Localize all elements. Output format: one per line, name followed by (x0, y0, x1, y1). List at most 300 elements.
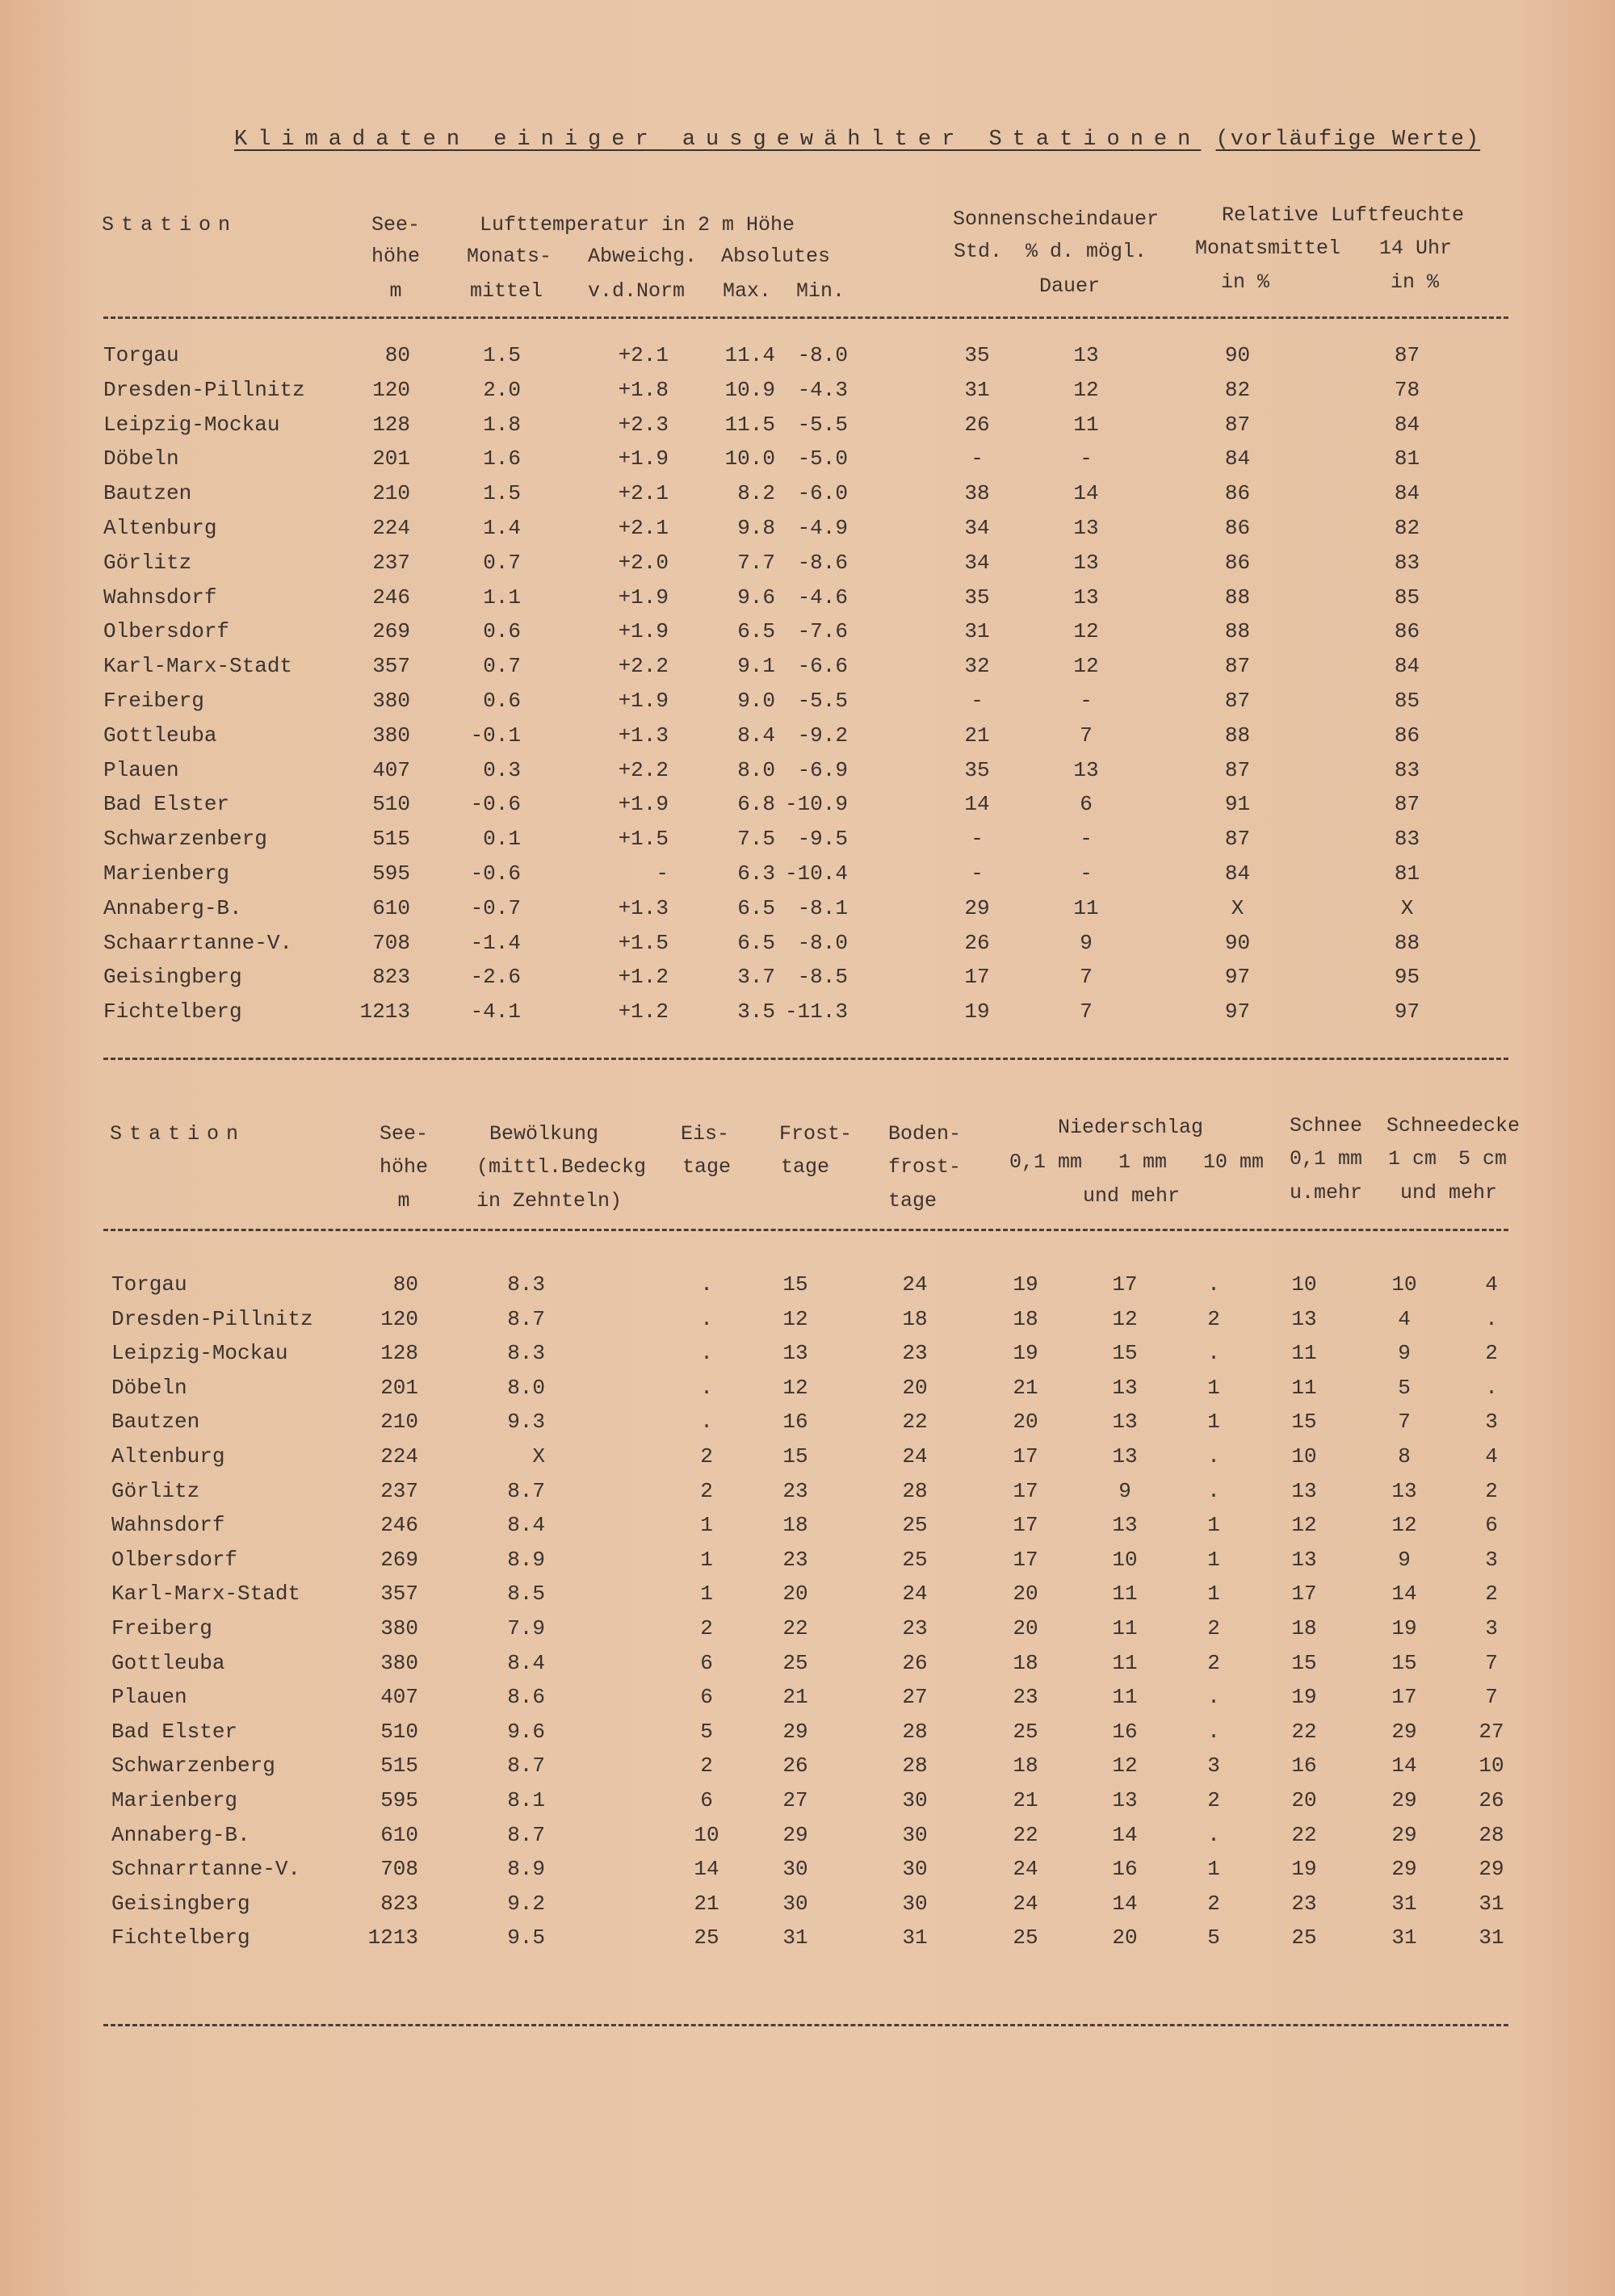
cell-min: -11.3 (784, 999, 848, 1024)
cell-ice: 6 (700, 1685, 713, 1710)
cell-sun-std: - (971, 446, 984, 471)
cell-sun-std: 31 (964, 377, 990, 402)
cell-dev: +1.5 (618, 827, 669, 852)
cell-p1: 14 (1112, 1822, 1138, 1847)
table-row (0, 861, 1615, 895)
cell-p1: 16 (1112, 1719, 1138, 1744)
cell-max: 8.2 (737, 481, 775, 506)
cell-snow: 17 (1291, 1582, 1317, 1607)
cell-station: Altenburg (103, 516, 217, 540)
cell-min: -8.0 (797, 343, 848, 367)
t2-h-cloud3: in Zehnteln) (476, 1189, 623, 1213)
cell-c5: 31 (1479, 1925, 1504, 1950)
cell-snow: 18 (1291, 1616, 1317, 1640)
cell-frost: 25 (782, 1650, 808, 1675)
cell-station: Gottleuba (103, 723, 217, 748)
cell-elev: 246 (380, 1513, 418, 1538)
divider (103, 316, 1508, 319)
cell-sun-std: 35 (964, 584, 990, 610)
cell-dev: +1.2 (618, 965, 669, 990)
cell-mean: 1.1 (483, 584, 521, 610)
cell-mean: 0.7 (483, 550, 521, 575)
cell-mean: 1.5 (483, 343, 521, 367)
cell-max: 9.8 (737, 516, 775, 540)
cell-mean: -1.4 (470, 930, 521, 955)
divider (103, 1229, 1508, 1231)
cell-sun-std: 35 (964, 757, 990, 782)
cell-station: Leipzig-Mockau (111, 1341, 288, 1366)
cell-sun-std: 17 (964, 965, 990, 990)
cell-station: Freiberg (103, 689, 204, 713)
cell-max: 6.3 (737, 861, 775, 886)
cell-dev: +1.9 (618, 584, 669, 610)
cell-dev: +1.9 (618, 689, 669, 713)
cell-snow: 16 (1291, 1753, 1317, 1779)
cell-ice: . (700, 1306, 713, 1331)
cell-sun-std: 32 (964, 654, 990, 679)
cell-dev: +2.1 (618, 516, 669, 540)
cell-hum-14: 83 (1394, 757, 1420, 782)
cell-mean: -2.6 (470, 965, 521, 990)
cell-c5: 7 (1485, 1685, 1498, 1710)
cell-frost: 29 (782, 1719, 808, 1744)
cell-ground: 23 (902, 1616, 928, 1640)
cell-sun-pct: - (1080, 861, 1093, 886)
cell-c5: 3 (1485, 1616, 1498, 1640)
cell-min: -9.2 (797, 723, 848, 748)
cell-elev: 380 (380, 1650, 418, 1675)
cell-snow: 19 (1291, 1857, 1317, 1882)
cell-snow: 23 (1291, 1891, 1317, 1916)
cell-station: Schwarzenberg (103, 827, 267, 852)
cell-elev: 120 (380, 1306, 418, 1331)
cell-elev: 823 (380, 1891, 418, 1916)
cell-c5: 28 (1479, 1822, 1504, 1847)
cell-elev: 380 (372, 689, 410, 713)
t2-h-station: Station (110, 1122, 246, 1146)
cell-station: Karl-Marx-Stadt (103, 654, 293, 679)
cell-min: -4.9 (797, 516, 848, 540)
cell-c1: 15 (1391, 1650, 1417, 1675)
cell-p10: 1 (1207, 1375, 1220, 1400)
cell-mean: 0.3 (483, 757, 521, 782)
cell-snow: 20 (1291, 1788, 1317, 1812)
cell-hum-mean: 87 (1224, 689, 1251, 713)
cell-p01: 20 (1013, 1616, 1038, 1640)
cell-sun-std: - (971, 861, 984, 886)
t2-h-elev1: See- (379, 1122, 428, 1146)
cell-c5: 27 (1479, 1719, 1504, 1744)
cell-mean: 0.1 (483, 827, 521, 852)
table-row (0, 1341, 1615, 1375)
cell-p01: 17 (1013, 1513, 1038, 1538)
page-title (234, 128, 1481, 152)
cell-p10: . (1207, 1272, 1220, 1297)
cell-elev: 515 (372, 827, 410, 852)
cell-cloud: 7.9 (507, 1616, 545, 1640)
cell-c5: 3 (1485, 1410, 1498, 1435)
cell-dev: +1.9 (618, 792, 669, 817)
t1-h-mean1: Monats- (467, 245, 552, 268)
cell-min: -4.6 (797, 584, 848, 610)
cell-p10: 2 (1207, 1306, 1220, 1331)
cell-dev: - (656, 861, 669, 886)
cell-p1: 20 (1112, 1925, 1138, 1950)
cell-ice: 10 (694, 1822, 719, 1847)
cell-hum-14: 84 (1394, 412, 1420, 437)
cell-p1: 17 (1112, 1272, 1138, 1297)
cell-mean: -0.1 (470, 723, 521, 748)
cell-c5: 7 (1485, 1650, 1498, 1675)
cell-cloud: 8.7 (507, 1478, 545, 1503)
cell-max: 9.6 (737, 584, 775, 610)
cell-frost: 16 (782, 1410, 808, 1435)
cell-hum-mean: 97 (1224, 999, 1251, 1024)
cell-sun-pct: 13 (1073, 343, 1099, 367)
t2-h-ice1: Eis- (681, 1122, 730, 1146)
cell-station: Schaarrtanne-V. (103, 930, 293, 955)
cell-max: 6.5 (737, 895, 775, 920)
cell-c5: 31 (1479, 1891, 1504, 1916)
cell-dev: +1.3 (618, 723, 669, 748)
cell-sun-std: - (971, 827, 984, 852)
table-row (0, 446, 1615, 480)
cell-dev: +1.3 (618, 895, 669, 920)
table-row (0, 413, 1615, 446)
t2-h-cover-und: und mehr (1400, 1181, 1498, 1205)
cell-ground: 26 (902, 1650, 928, 1675)
t1-h-dev2: v.d.Norm (588, 279, 686, 303)
cell-mean: 1.5 (483, 481, 521, 506)
cell-hum-14: 83 (1394, 550, 1420, 575)
t2-h-precip-group: Niederschlag (1058, 1116, 1204, 1139)
cell-ice: 25 (694, 1925, 719, 1950)
divider (103, 1058, 1508, 1060)
cell-sun-std: 19 (964, 999, 990, 1024)
cell-sun-std: 21 (964, 723, 990, 748)
table-row (0, 343, 1615, 377)
title-note: (vorläufige Werte) (1215, 128, 1481, 152)
t2-h-frost2: tage (781, 1155, 830, 1179)
cell-p01: 21 (1013, 1375, 1038, 1400)
cell-ground: 30 (902, 1822, 928, 1847)
cell-hum-14: 81 (1394, 446, 1420, 471)
cell-c5: 2 (1485, 1582, 1498, 1607)
t1-h-sun-pct: % d. mögl. (1026, 240, 1147, 263)
cell-elev: 246 (372, 584, 410, 610)
t1-h-dev1: Abweichg. (588, 245, 698, 268)
cell-c1: 7 (1398, 1410, 1411, 1435)
cell-frost: 21 (782, 1685, 808, 1710)
cell-ice: 2 (700, 1478, 713, 1503)
cell-hum-mean: 86 (1224, 516, 1251, 540)
cell-ice: 1 (700, 1513, 713, 1538)
cell-c1: 9 (1398, 1547, 1411, 1572)
cell-sun-pct: 12 (1073, 654, 1099, 679)
cell-p01: 18 (1013, 1753, 1038, 1779)
cell-p01: 25 (1013, 1719, 1038, 1744)
cell-sun-pct: 13 (1073, 584, 1099, 610)
cell-p01: 17 (1013, 1547, 1038, 1572)
cell-c1: 31 (1391, 1891, 1417, 1916)
cell-p01: 19 (1013, 1272, 1038, 1297)
cell-ground: 28 (902, 1478, 928, 1503)
cell-ice: 6 (700, 1650, 713, 1675)
t1-h-elev2: höhe (371, 245, 420, 268)
cell-station: Fichtelberg (103, 999, 242, 1024)
t1-h-mean2: mittel (470, 279, 543, 303)
cell-sun-pct: 7 (1080, 723, 1093, 748)
cell-hum-mean: 87 (1224, 654, 1251, 679)
cell-hum-mean: 86 (1224, 550, 1251, 575)
cell-p10: 2 (1207, 1891, 1220, 1916)
cell-elev: 823 (372, 965, 410, 990)
cell-p01: 25 (1013, 1925, 1038, 1950)
cell-cloud: 8.7 (507, 1822, 545, 1847)
cell-station: Bautzen (103, 481, 192, 506)
cell-sun-pct: - (1080, 446, 1093, 471)
cell-min: -8.0 (797, 930, 848, 955)
cell-min: -5.5 (797, 689, 848, 713)
cell-max: 7.7 (737, 550, 775, 575)
cell-ground: 20 (902, 1375, 928, 1400)
table-row (0, 1823, 1615, 1857)
t2-h-ground3: tage (888, 1189, 938, 1213)
cell-ice: . (700, 1341, 713, 1366)
cell-ground: 30 (902, 1891, 928, 1916)
cell-max: 7.5 (737, 827, 775, 852)
table-row (0, 619, 1615, 653)
cell-station: Olbersdorf (103, 619, 230, 644)
cell-mean: 0.6 (483, 619, 521, 644)
cell-elev: 1213 (359, 999, 410, 1024)
cell-p01: 21 (1013, 1788, 1038, 1812)
cell-dev: +1.2 (618, 999, 669, 1024)
t1-h-abs1: Absolutes (721, 245, 831, 268)
cell-sun-pct: 9 (1080, 930, 1093, 955)
cell-p10: . (1207, 1822, 1220, 1847)
table-row (0, 1720, 1615, 1753)
cell-p1: 15 (1112, 1341, 1138, 1366)
cell-station: Schwarzenberg (111, 1753, 275, 1779)
cell-frost: 23 (782, 1478, 808, 1503)
table-row (0, 1479, 1615, 1513)
cell-max: 9.0 (737, 689, 775, 713)
cell-snow: 11 (1291, 1375, 1317, 1400)
cell-frost: 30 (782, 1857, 808, 1882)
cell-sun-pct: - (1080, 827, 1093, 852)
cell-sun-pct: - (1080, 689, 1093, 713)
cell-mean: -0.6 (470, 861, 521, 886)
cell-min: -9.5 (797, 827, 848, 852)
cell-c5: 2 (1485, 1478, 1498, 1503)
cell-mean: -4.1 (470, 999, 521, 1024)
cell-station: Wahnsdorf (111, 1513, 225, 1538)
cell-cloud: 8.3 (507, 1341, 545, 1366)
cell-min: -4.3 (797, 377, 848, 402)
cell-p1: 10 (1112, 1547, 1138, 1572)
cell-max: 3.5 (737, 999, 775, 1024)
table-row (0, 481, 1615, 515)
table-row (0, 827, 1615, 861)
cell-min: -7.6 (797, 619, 848, 644)
cell-min: -5.5 (797, 412, 848, 437)
cell-elev: 224 (380, 1444, 418, 1469)
cell-hum-14: 87 (1394, 792, 1420, 817)
cell-station: Altenburg (111, 1444, 225, 1469)
cell-ground: 23 (902, 1341, 928, 1366)
cell-ice: 14 (694, 1857, 719, 1882)
cell-elev: 380 (372, 723, 410, 748)
cell-dev: +2.0 (618, 550, 669, 575)
cell-p1: 11 (1112, 1685, 1138, 1710)
cell-station: Freiberg (111, 1616, 212, 1640)
cell-mean: 0.7 (483, 654, 521, 679)
t2-h-cover-1cm: 1 cm (1388, 1147, 1437, 1171)
cell-c1: 4 (1398, 1306, 1411, 1331)
t1-h-abs-max: Max. (723, 279, 772, 303)
title-main: Klimadaten einiger ausgewählter Stationen (234, 128, 1202, 152)
cell-hum-14: 95 (1394, 965, 1420, 990)
cell-sun-std: - (971, 689, 984, 713)
cell-p01: 19 (1013, 1341, 1038, 1366)
cell-c5: . (1485, 1375, 1498, 1400)
cell-c1: 10 (1391, 1272, 1417, 1297)
cell-frost: 13 (782, 1341, 808, 1366)
cell-ground: 30 (902, 1788, 928, 1812)
cell-snow: 13 (1291, 1306, 1317, 1331)
cell-min: -6.9 (797, 757, 848, 782)
t2-h-cover-5cm: 5 cm (1458, 1147, 1508, 1171)
cell-max: 10.0 (724, 446, 775, 471)
cell-frost: 26 (782, 1753, 808, 1779)
cell-station: Görlitz (103, 550, 192, 575)
cell-ice: 6 (700, 1788, 713, 1812)
cell-sun-std: 38 (964, 481, 990, 506)
cell-elev: 708 (372, 930, 410, 955)
cell-elev: 708 (380, 1857, 418, 1882)
cell-sun-std: 26 (964, 930, 990, 955)
cell-hum-mean: 90 (1224, 343, 1251, 367)
cell-p10: 3 (1207, 1753, 1220, 1779)
cell-max: 6.5 (737, 619, 775, 644)
cell-ice: 21 (694, 1891, 719, 1916)
cell-p10: 2 (1207, 1616, 1220, 1640)
cell-station: Schnarrtanne-V. (111, 1857, 301, 1882)
table-row (0, 999, 1615, 1033)
cell-dev: +2.2 (618, 654, 669, 679)
cell-snow: 22 (1291, 1822, 1317, 1847)
cell-cloud: X (532, 1444, 545, 1469)
cell-station: Torgau (103, 343, 179, 367)
cell-p10: 2 (1207, 1788, 1220, 1812)
cell-ice: 2 (700, 1616, 713, 1640)
table-row (0, 723, 1615, 757)
cell-cloud: 8.5 (507, 1582, 545, 1607)
cell-dev: +2.1 (618, 481, 669, 506)
cell-ground: 30 (902, 1857, 928, 1882)
cell-min: -10.9 (784, 792, 848, 817)
cell-snow: 22 (1291, 1719, 1317, 1744)
table-row (0, 1444, 1615, 1478)
cell-elev: 237 (372, 550, 410, 575)
cell-snow: 15 (1291, 1650, 1317, 1675)
cell-c5: 4 (1485, 1272, 1498, 1297)
cell-p01: 22 (1013, 1822, 1038, 1847)
cell-hum-14: 82 (1394, 516, 1420, 540)
cell-max: 6.8 (737, 792, 775, 817)
cell-cloud: 8.3 (507, 1272, 545, 1297)
cell-c5: 6 (1485, 1513, 1498, 1538)
cell-elev: 120 (372, 377, 410, 402)
cell-ground: 25 (902, 1547, 928, 1572)
cell-station: Döbeln (111, 1375, 187, 1400)
cell-p1: 12 (1112, 1753, 1138, 1779)
cell-frost: 12 (782, 1375, 808, 1400)
cell-cloud: 9.6 (507, 1719, 545, 1744)
cell-p10: 5 (1207, 1925, 1220, 1950)
cell-ground: 27 (902, 1685, 928, 1710)
cell-p10: 1 (1207, 1582, 1220, 1607)
cell-p01: 17 (1013, 1478, 1038, 1503)
cell-sun-pct: 7 (1080, 999, 1093, 1024)
cell-sun-pct: 13 (1073, 757, 1099, 782)
cell-elev: 610 (372, 895, 410, 920)
cell-p10: . (1207, 1685, 1220, 1710)
cell-c1: 5 (1398, 1375, 1411, 1400)
cell-cloud: 8.1 (507, 1788, 545, 1812)
cell-frost: 23 (782, 1547, 808, 1572)
cell-c1: 12 (1391, 1513, 1417, 1538)
cell-hum-mean: 88 (1224, 723, 1251, 748)
cell-p1: 9 (1118, 1478, 1131, 1503)
table-row (0, 1616, 1615, 1650)
cell-elev: 269 (380, 1547, 418, 1572)
cell-hum-14: 86 (1394, 619, 1420, 644)
cell-hum-mean: 84 (1224, 861, 1251, 886)
cell-c5: . (1485, 1306, 1498, 1331)
t1-h-temp-group: Lufttemperatur in 2 m Höhe (480, 213, 795, 237)
cell-hum-mean: 88 (1224, 619, 1251, 644)
cell-dev: +1.8 (618, 377, 669, 402)
cell-ground: 28 (902, 1753, 928, 1779)
cell-sun-pct: 11 (1073, 895, 1099, 920)
table-row (0, 792, 1615, 826)
cell-sun-pct: 11 (1073, 412, 1099, 437)
cell-station: Annaberg-B. (111, 1822, 250, 1847)
table-row (0, 931, 1615, 965)
cell-mean: 1.6 (483, 446, 521, 471)
table-row (0, 689, 1615, 723)
cell-ground: 25 (902, 1513, 928, 1538)
cell-p01: 23 (1013, 1685, 1038, 1710)
cell-station: Marienberg (103, 861, 230, 886)
cell-max: 9.1 (737, 654, 775, 679)
cell-p01: 18 (1013, 1306, 1038, 1331)
t1-h-hum-14-unit: in % (1391, 270, 1440, 294)
cell-dev: +2.1 (618, 343, 669, 367)
cell-cloud: 8.6 (507, 1685, 545, 1710)
t1-h-sun-dauer: Dauer (1039, 274, 1101, 298)
cell-elev: 357 (380, 1582, 418, 1607)
cell-c1: 29 (1391, 1788, 1417, 1812)
table-row (0, 1410, 1615, 1443)
cell-sun-std: 31 (964, 619, 990, 644)
cell-p10: 1 (1207, 1547, 1220, 1572)
t1-h-hum-group: Relative Luftfeuchte (1222, 203, 1465, 227)
cell-cloud: 8.4 (507, 1513, 545, 1538)
table-row (0, 1753, 1615, 1787)
